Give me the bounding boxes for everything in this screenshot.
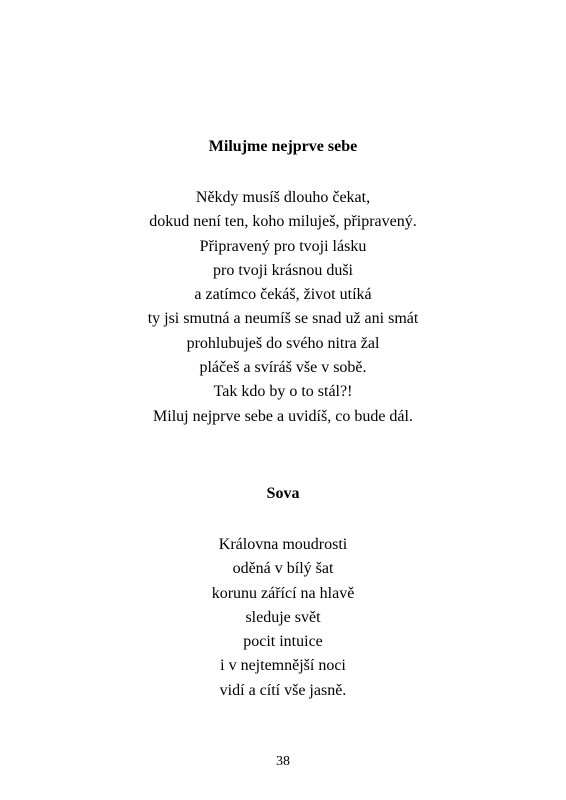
page-number: 38 xyxy=(276,754,290,769)
poem-line: i v nejtemnější noci xyxy=(220,657,346,675)
poem-line: Tak kdo by o to stál?! xyxy=(213,383,353,401)
poem-line: pláčeš a svíráš vše v sobě. xyxy=(199,359,367,377)
poem-line: dokud není ten, koho miluješ, připravený. xyxy=(149,213,417,231)
poem-line: pro tvoji krásnou duši xyxy=(213,261,353,279)
poem-stanza xyxy=(0,186,566,429)
poem-line: ty jsi smutná a neumíš se snad už ani smát xyxy=(147,310,419,328)
poem-line: oděná v bílý šat xyxy=(232,560,334,578)
poem-milujme-nejprve-sebe xyxy=(0,136,566,429)
poem-line: pocit intuice xyxy=(243,633,323,651)
poem-line: Královna moudrosti xyxy=(218,536,348,553)
poem-line: Někdy musíš dlouho čekat, xyxy=(195,189,371,206)
poem-line: prohlubuješ do svého nitra žal xyxy=(186,334,380,352)
poem-title: Sova xyxy=(266,485,300,502)
poem-line: sleduje svět xyxy=(245,608,321,626)
poem-title: Milujme nejprve sebe xyxy=(208,138,358,155)
poem-sova xyxy=(0,483,566,703)
poem-stanza xyxy=(0,533,566,703)
poem-line: a zatímco čekáš, život utíká xyxy=(194,286,372,304)
poem-line: vidí a cítí vše jasně. xyxy=(219,681,347,699)
poem-line: Připravený pro tvoji lásku xyxy=(199,237,367,255)
poem-line: Miluj nejprve sebe a uvidíš, co bude dál. xyxy=(153,407,413,425)
poem-line: korunu zářící na hlavě xyxy=(211,584,355,602)
